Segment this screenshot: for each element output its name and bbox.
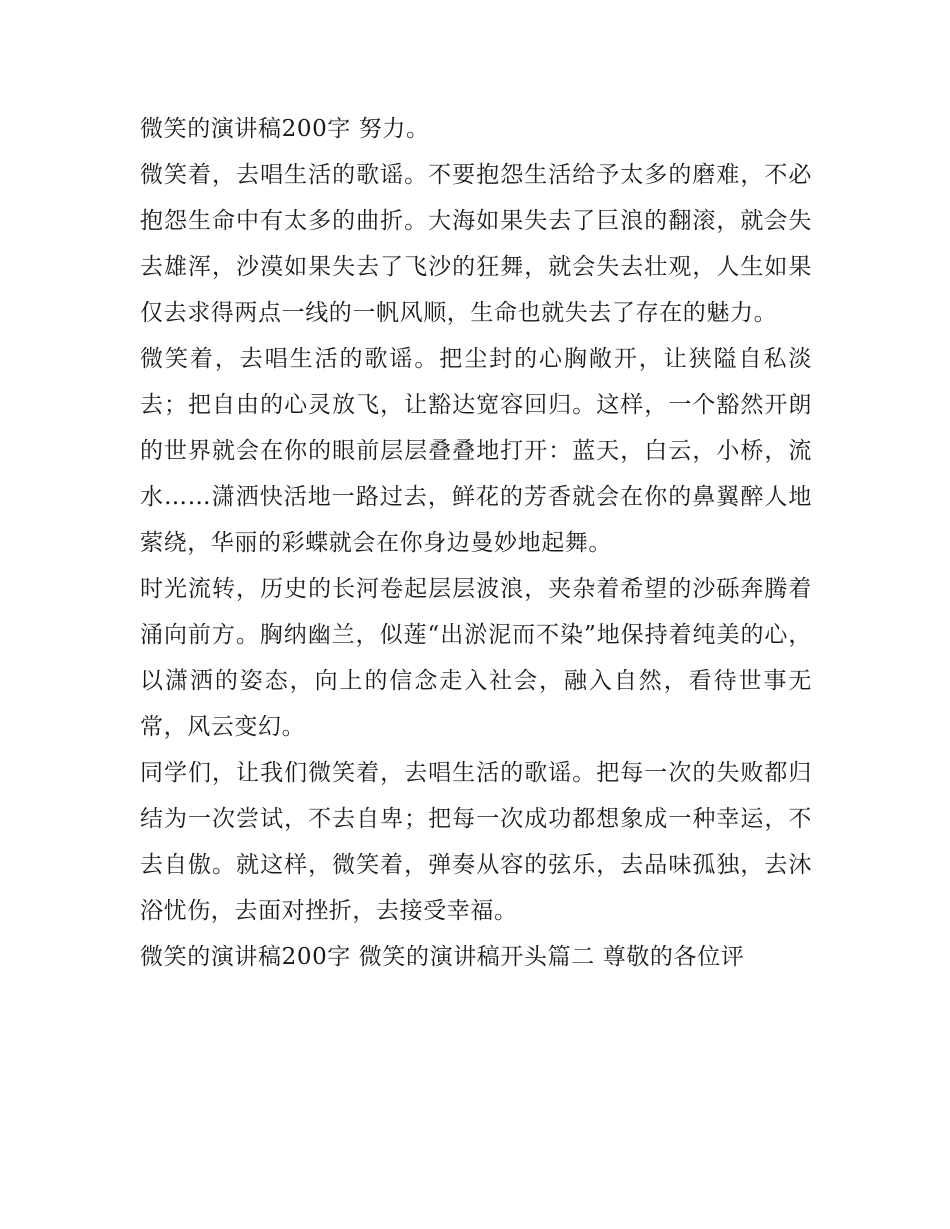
paragraph: 微笑着，去唱生活的歌谣。不要抱怨生活给予太多的磨难，不必抱怨生命中有太多的曲折。大海如果失去了巨浪的翻滚，就会失去雄浑，沙漠如果失去了飞沙的狂舞，就会失去壮观，人生如果仅去求得两点一线的一帆风顺，生命也就失去了存在的魅力。 <box>140 162 812 326</box>
paragraph-title: 微笑的演讲稿200字 努力。 <box>140 116 430 142</box>
paragraph: 时光流转，历史的长河卷起层层波浪，夹杂着希望的沙砾奔腾着涌向前方。胸纳幽兰，似莲“出淤泥而不染”地保持着纯美的心，以潇洒的姿态，向上的信念走入社会，融入自然，看待世事无常，风云变幻。 <box>140 576 812 740</box>
paragraph: 同学们，让我们微笑着，去唱生活的歌谣。把每一次的失败都归结为一次尝试，不去自卑；把每一次成功都想象成一种幸运，不去自傲。就这样，微笑着，弹奏从容的弦乐，去品味孤独，去沐浴忧伤，去面对挫折，去接受幸福。 <box>140 760 812 924</box>
paragraph-next-section: 微笑的演讲稿200字 微笑的演讲稿开头篇二 尊敬的各位评 <box>140 944 745 970</box>
paragraph: 微笑着，去唱生活的歌谣。把尘封的心胸敞开，让狭隘自私淡去；把自由的心灵放飞，让豁达宽容回归。这样，一个豁然开朗的世界就会在你的眼前层层叠叠地打开：蓝天，白云，小桥，流水……潇洒快活地一路过去，鲜花的芳香就会在你的鼻翼醉人地萦绕，华丽的彩蝶就会在你身边曼妙地起舞。 <box>140 346 812 556</box>
document-body <box>140 106 812 980</box>
